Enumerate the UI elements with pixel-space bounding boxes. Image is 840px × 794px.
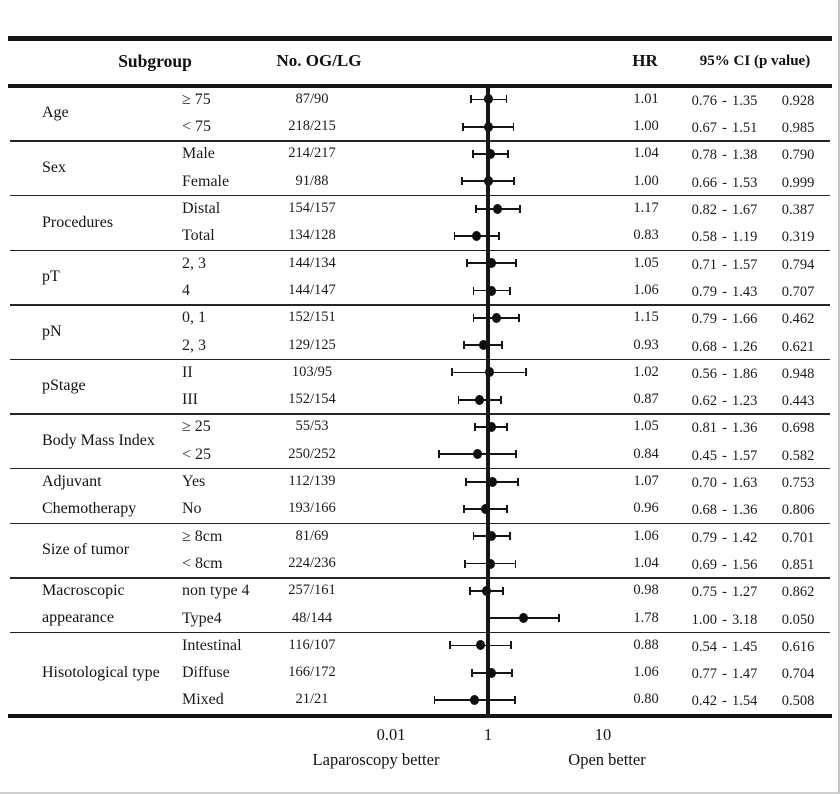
subgroup-label: Male	[182, 145, 215, 163]
ci-low-value: 0.69	[691, 556, 717, 573]
hr-value: 0.96	[633, 500, 659, 517]
hr-value: 1.15	[633, 309, 659, 326]
ci-low-value: 0.42	[691, 693, 717, 710]
ci-range	[684, 552, 770, 579]
subgroup-label: 2, 3	[182, 254, 206, 272]
ci-cap-left	[438, 450, 440, 458]
ci-dash: -	[722, 447, 727, 464]
ci-range	[684, 470, 770, 497]
group-label: Macroscopic appearance	[42, 582, 125, 627]
hr-value: 1.78	[633, 609, 659, 626]
ci-low-value: 0.78	[691, 147, 717, 164]
ci-dash: -	[722, 529, 727, 546]
hr-point-marker	[473, 449, 482, 459]
ci-dash: -	[722, 611, 727, 628]
ci-cap-left	[449, 641, 451, 649]
ci-cap-left	[466, 259, 468, 267]
p-value: 0.790	[781, 147, 815, 164]
ci-range	[684, 415, 770, 442]
subgroup-label: 4	[182, 281, 190, 299]
n-og-lg-value: 218/215	[288, 118, 336, 135]
ci-high-value: 1.63	[732, 475, 758, 491]
ci-range	[684, 224, 770, 251]
n-og-lg-value: 55/53	[295, 418, 329, 435]
hr-point-marker	[476, 640, 485, 650]
ci-cap-left	[458, 396, 460, 404]
group-label: Hisotological type	[42, 664, 160, 682]
ci-cap-left	[461, 177, 463, 185]
ci-high-value: 1.47	[732, 666, 758, 683]
subgroup-label: ≥ 25	[182, 418, 211, 436]
hr-value: 1.01	[633, 90, 659, 107]
n-og-lg-value: 214/217	[288, 145, 336, 162]
ci-range	[684, 497, 770, 524]
p-value: 0.985	[781, 120, 815, 137]
ci-cap-right	[518, 314, 520, 322]
ci-range	[684, 115, 770, 142]
ci-cap-right	[509, 287, 511, 295]
ci-range	[684, 688, 770, 715]
ci-cap-left	[434, 696, 436, 704]
ci-cap-left	[472, 150, 474, 158]
ci-cap-right	[517, 478, 519, 486]
ci-cap-right	[558, 614, 560, 622]
ci-high-value: 1.56	[732, 556, 758, 573]
hr-value: 1.07	[633, 473, 659, 489]
ci-cap-right	[515, 450, 517, 458]
ci-cap-left	[464, 560, 466, 568]
ci-low-value: 0.79	[691, 283, 717, 300]
ci-range	[684, 334, 770, 361]
ci-cap-right	[515, 259, 517, 267]
ci-range	[684, 634, 770, 661]
ci-cap-right	[506, 505, 508, 513]
ci-high-value: 1.66	[732, 311, 758, 328]
ci-cap-right	[498, 232, 500, 240]
n-og-lg-value: 152/151	[288, 309, 336, 326]
ci-dash: -	[722, 202, 727, 218]
subgroup-label: No	[182, 500, 202, 518]
ci-cap-right	[515, 560, 517, 568]
ci-dash: -	[722, 120, 727, 137]
ci-dash: -	[722, 283, 727, 300]
group-label: pStage	[42, 377, 86, 395]
hr-point-marker	[475, 395, 484, 405]
bottom-rule	[8, 714, 832, 718]
ci-high-value: 1.86	[732, 365, 758, 382]
ci-dash: -	[722, 666, 727, 683]
ci-dash: -	[722, 638, 727, 655]
ci-low-value: 1.00	[691, 611, 717, 628]
ci-dash: -	[722, 256, 727, 273]
ci-cap-left	[451, 368, 453, 376]
ci-cap-left	[473, 314, 475, 322]
p-value: 0.948	[781, 365, 815, 382]
column-header-hr: HR	[632, 51, 658, 70]
group-label: Sex	[42, 159, 66, 177]
hr-value: 1.06	[633, 664, 659, 681]
subgroup-label: Total	[182, 227, 215, 245]
ci-high-value: 1.45	[732, 638, 758, 655]
ci-range	[684, 579, 770, 606]
ci-cap-left	[471, 669, 473, 677]
subgroup-label: ≥ 75	[182, 90, 211, 108]
subgroup-label: < 8cm	[182, 554, 223, 572]
ci-high-value: 1.36	[732, 502, 758, 519]
ci-dash: -	[722, 174, 727, 191]
p-value: 0.851	[781, 556, 815, 573]
ci-dash: -	[722, 92, 727, 109]
p-value: 0.698	[781, 420, 815, 437]
subgroup-label: Yes	[182, 473, 206, 490]
ci-cap-right	[509, 532, 511, 540]
ci-cap-left	[473, 532, 475, 540]
subgroup-label: II	[182, 363, 193, 381]
ci-low-value: 0.77	[691, 666, 717, 683]
x-axis-tick-label: 0.01	[376, 725, 406, 744]
ci-low-value: 0.67	[691, 120, 717, 137]
n-og-lg-value: 48/144	[291, 609, 333, 626]
ci-low-value: 0.79	[691, 311, 717, 328]
ci-range	[684, 388, 770, 415]
n-og-lg-value: 257/161	[288, 582, 336, 599]
n-og-lg-value: 144/147	[288, 281, 336, 298]
n-og-lg-value: 152/154	[288, 391, 336, 408]
n-og-lg-value: 166/172	[288, 664, 336, 681]
ci-range	[684, 525, 770, 552]
hr-value: 0.98	[633, 582, 659, 599]
ci-dash: -	[722, 365, 727, 382]
subgroup-label: ≥ 8cm	[182, 527, 223, 545]
ci-range	[684, 306, 770, 333]
ci-high-value: 1.35	[732, 92, 758, 109]
subgroup-label: Diffuse	[182, 664, 230, 682]
hr-value: 1.00	[633, 172, 659, 189]
hr-value: 1.05	[633, 418, 659, 435]
column-header-subgroup: Subgroup	[118, 51, 192, 71]
ci-cap-right	[525, 368, 527, 376]
ci-cap-right	[511, 669, 513, 677]
ci-cap-left	[463, 341, 465, 349]
ci-low-value: 0.82	[691, 202, 717, 218]
p-value: 0.387	[781, 202, 815, 218]
ci-low-value: 0.71	[691, 256, 717, 273]
axis-label-laparoscopy-better: Laparoscopy better	[312, 750, 440, 769]
ci-low-value: 0.54	[691, 638, 717, 655]
p-value: 0.806	[781, 502, 815, 519]
ci-dash: -	[722, 393, 727, 410]
p-value: 0.508	[781, 693, 815, 710]
hr-point-marker	[492, 313, 501, 323]
group-label: pT	[42, 268, 60, 286]
subgroup-label: Female	[182, 172, 230, 190]
ci-high-value: 1.54	[732, 693, 758, 710]
ci-high-value: 1.67	[732, 202, 758, 218]
p-value: 0.707	[781, 283, 815, 300]
ci-range	[684, 361, 770, 388]
hr-value: 0.88	[633, 636, 659, 653]
ci-high-value: 1.51	[732, 120, 758, 137]
n-og-lg-value: 21/21	[295, 691, 329, 708]
ci-cap-left	[475, 205, 477, 213]
n-og-lg-value: 134/128	[288, 227, 336, 244]
group-label: pN	[42, 322, 62, 340]
column-header-no-og-lg: No. OG/LG	[276, 51, 362, 70]
p-value: 0.999	[781, 174, 815, 191]
ci-high-value: 1.26	[732, 338, 758, 355]
ci-range	[684, 443, 770, 470]
subgroup-label: < 25	[182, 445, 212, 463]
hr-value: 0.87	[633, 391, 659, 408]
ci-cap-right	[514, 696, 516, 704]
ci-low-value: 0.79	[691, 529, 717, 546]
n-og-lg-value: 103/95	[291, 363, 333, 380]
ci-high-value: 1.38	[732, 147, 758, 164]
ci-cap-left	[454, 232, 456, 240]
n-og-lg-value: 91/88	[295, 172, 329, 189]
ci-low-value: 0.58	[691, 229, 717, 246]
p-value: 0.701	[781, 529, 815, 546]
axis-label-open-better: Open better	[568, 750, 646, 769]
hr-value: 1.02	[633, 363, 659, 380]
n-og-lg-value: 116/107	[288, 636, 336, 653]
ci-cap-right	[513, 123, 515, 131]
n-og-lg-value: 81/69	[295, 527, 329, 544]
group-label: Procedures	[42, 213, 114, 231]
n-og-lg-value: 144/134	[288, 254, 336, 271]
ci-range	[684, 197, 770, 224]
group-label: Size of tumor	[42, 541, 130, 559]
hr-value: 1.05	[633, 254, 659, 271]
ci-high-value: 1.43	[732, 283, 758, 300]
ci-high-value: 1.57	[732, 256, 758, 273]
ci-cap-left	[463, 505, 465, 513]
ci-cap-right	[519, 205, 521, 213]
ci-cap-left	[473, 287, 475, 295]
ci-cap-right	[510, 641, 512, 649]
ci-cap-right	[506, 95, 508, 103]
p-value: 0.616	[781, 638, 815, 655]
ci-dash: -	[722, 311, 727, 328]
ci-cap-right	[501, 341, 503, 349]
n-og-lg-value: 129/125	[288, 336, 336, 353]
hr-value: 1.04	[633, 554, 659, 571]
x-axis-tick-label: 1	[483, 725, 493, 744]
ci-range	[684, 607, 770, 634]
p-value: 0.704	[781, 666, 815, 683]
top-rule	[8, 36, 832, 41]
ci-cap-right	[502, 587, 504, 595]
group-label: Age	[42, 104, 69, 122]
hr-value: 1.04	[633, 145, 659, 162]
p-value: 0.621	[781, 338, 815, 355]
ci-dash: -	[722, 229, 727, 246]
ci-range	[684, 279, 770, 306]
n-og-lg-value: 250/252	[288, 445, 336, 462]
p-value: 0.794	[781, 256, 815, 273]
ci-cap-right	[507, 150, 509, 158]
ci-dash: -	[722, 147, 727, 164]
p-value: 0.443	[781, 393, 815, 410]
group-label: Body Mass Index	[42, 432, 155, 450]
subgroup-label: Mixed	[182, 691, 224, 709]
n-og-lg-value: 224/236	[288, 554, 336, 571]
p-value: 0.462	[781, 311, 815, 328]
reference-line-hr-1	[486, 88, 490, 714]
ci-high-value: 1.53	[732, 174, 758, 191]
subgroup-label: 2, 3	[182, 336, 206, 354]
ci-cap-right	[500, 396, 502, 404]
subgroup-label: III	[182, 391, 198, 409]
hr-value: 1.00	[633, 118, 659, 135]
ci-range	[684, 142, 770, 169]
ci-low-value: 0.75	[691, 584, 717, 601]
ci-high-value: 1.57	[732, 447, 758, 464]
ci-high-value: 1.42	[732, 529, 758, 546]
hr-value: 0.84	[633, 445, 659, 462]
ci-dash: -	[722, 420, 727, 437]
subgroup-label: Intestinal	[182, 636, 242, 654]
subgroup-label: 0, 1	[182, 309, 206, 327]
ci-low-value: 0.68	[691, 502, 717, 519]
p-value: 0.862	[781, 584, 815, 601]
ci-dash: -	[722, 693, 727, 710]
p-value: 0.753	[781, 475, 815, 491]
p-value: 0.050	[781, 611, 815, 628]
hr-point-marker	[472, 231, 481, 241]
ci-dash: -	[722, 556, 727, 573]
column-header-ci-pvalue: 95% CI (p value)	[699, 53, 811, 69]
ci-range	[684, 252, 770, 279]
hr-point-marker	[493, 204, 502, 214]
hr-point-marker	[519, 613, 528, 623]
ci-cap-left	[474, 423, 476, 431]
p-value: 0.319	[781, 229, 815, 246]
ci-low-value: 0.68	[691, 338, 717, 355]
ci-range	[684, 170, 770, 197]
ci-high-value: 1.19	[732, 229, 758, 246]
ci-high-value: 1.23	[732, 393, 758, 410]
ci-cap-left	[470, 95, 472, 103]
p-value: 0.928	[781, 92, 815, 109]
subgroup-label: Distal	[182, 200, 221, 217]
ci-cap-right	[513, 177, 515, 185]
ci-cap-right	[506, 423, 508, 431]
ci-range	[684, 88, 770, 115]
group-label: Adjuvant Chemotherapy	[42, 473, 137, 518]
ci-cap-left	[465, 478, 467, 486]
n-og-lg-value: 112/139	[288, 473, 336, 489]
ci-range	[684, 661, 770, 688]
ci-low-value: 0.81	[691, 420, 717, 437]
ci-low-value: 0.56	[691, 365, 717, 382]
subgroup-label: Type4	[182, 609, 222, 627]
subgroup-label: non type 4	[182, 582, 250, 600]
ci-dash: -	[722, 338, 727, 355]
ci-low-value: 0.45	[691, 447, 717, 464]
hr-value: 1.06	[633, 527, 659, 544]
ci-low-value: 0.76	[691, 92, 717, 109]
ci-dash: -	[722, 475, 727, 491]
ci-low-value: 0.70	[691, 475, 717, 491]
hr-value: 0.83	[633, 227, 659, 244]
ci-cap-left	[462, 123, 464, 131]
hr-value: 0.80	[633, 691, 659, 708]
n-og-lg-value: 87/90	[295, 90, 329, 107]
ci-high-value: 1.27	[732, 584, 758, 601]
ci-cap-left	[469, 587, 471, 595]
hr-value: 0.93	[633, 336, 659, 353]
ci-high-value: 1.36	[732, 420, 758, 437]
ci-high-value: 3.18	[732, 611, 758, 628]
n-og-lg-value: 154/157	[288, 200, 336, 216]
hr-value: 1.17	[633, 200, 659, 216]
ci-low-value: 0.62	[691, 393, 717, 410]
ci-dash: -	[722, 584, 727, 601]
x-axis-tick-label: 10	[594, 725, 612, 744]
subgroup-label: < 75	[182, 118, 212, 136]
ci-low-value: 0.66	[691, 174, 717, 191]
p-value: 0.582	[781, 447, 815, 464]
n-og-lg-value: 193/166	[288, 500, 336, 517]
hr-value: 1.06	[633, 281, 659, 298]
ci-dash: -	[722, 502, 727, 519]
hr-point-marker	[470, 695, 479, 705]
